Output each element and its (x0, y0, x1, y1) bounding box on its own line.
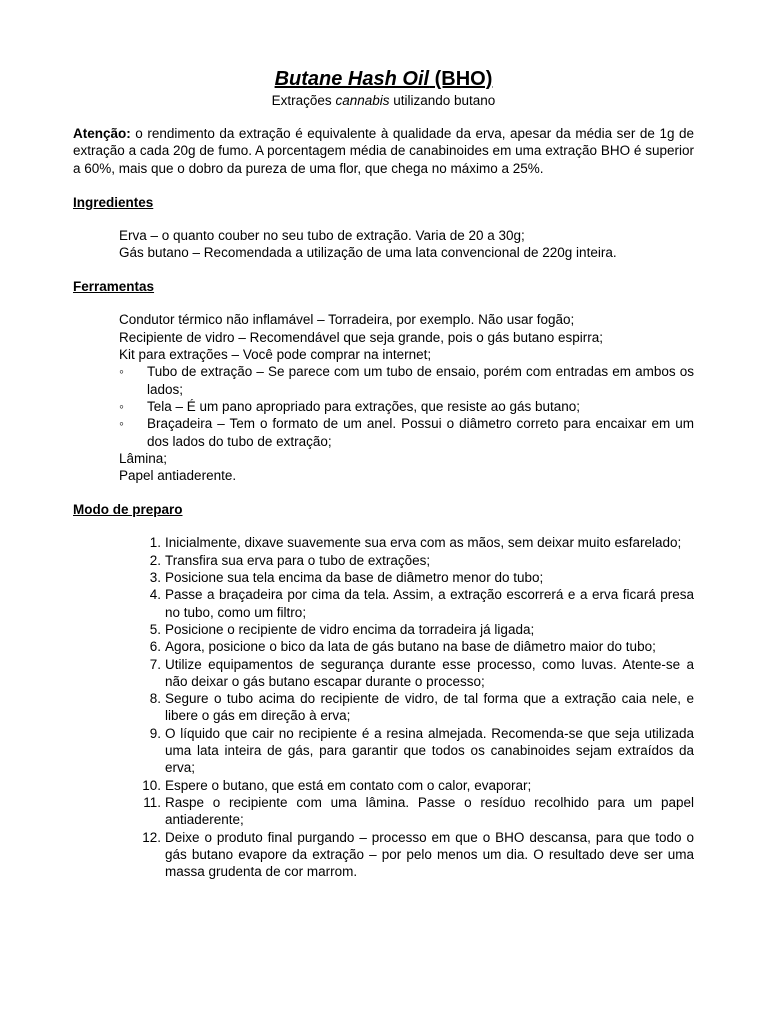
step-text: O líquido que cair no recipiente é a resina almejada. Recomenda-se que seja utilizada uma lata inteira de gás, para garantir que todos os canabinoides sejam extraídos da erva; (165, 725, 694, 776)
step-number: 10. (142, 777, 161, 793)
kit-bullet-list (73, 363, 694, 449)
title-italic: Butane Hash Oil (274, 68, 430, 90)
method-step (137, 794, 694, 829)
tool-item: Papel antiaderente. (119, 468, 237, 484)
bullet-mark: ◦ (119, 416, 124, 432)
page-title (73, 66, 694, 92)
method-step (137, 638, 694, 655)
step-text: Transfira sua erva para o tubo de extrações; (165, 552, 431, 568)
step-number: 11. (143, 794, 161, 810)
ingredient-item: Erva – o quanto couber no seu tubo de extração. Varia de 20 a 30g; (119, 227, 525, 243)
kit-bullet-text: Tela – É um pano apropriado para extrações, que resiste ao gás butano; (147, 398, 581, 414)
step-number: 7. (149, 656, 161, 672)
step-number: 12. (142, 829, 161, 845)
attention-text: o rendimento da extração é equivalente à qualidade da erva, apesar da média ser de 1g de extração a cada 20g de fumo. A porcentagem média de canabinoides em uma extração BHO é superior a 60%, mais que o dobro da pureza de uma flor, que chega no máximo a 25%. (73, 126, 694, 176)
step-text: Agora, posicione o bico da lata de gás butano na base de diâmetro maior do tubo; (165, 639, 656, 655)
method-section (73, 501, 694, 880)
kit-bullet-item (119, 398, 694, 415)
ingredients-section (73, 194, 694, 262)
method-steps-list (73, 534, 694, 880)
step-text: Deixe o produto final purgando – processo em que o BHO descansa, para que todo o gás butano evapore da extração – por pelo menos um dia. O resultado deve ser uma massa grudenta de cor marrom. (165, 829, 694, 880)
kit-bullet-text: Tubo de extração – Se parece com um tubo de ensaio, porém com entradas em ambos os lados; (147, 364, 694, 397)
method-heading: Modo de preparo (73, 502, 183, 518)
step-text: Posicione o recipiente de vidro encima da torradeira já ligada; (165, 621, 535, 637)
step-number: 9. (149, 725, 161, 741)
subtitle-italic: cannabis (335, 93, 390, 108)
tools-section (73, 278, 694, 484)
tool-item: Recipiente de vidro – Recomendável que seja grande, pois o gás butano espirra; (119, 329, 604, 345)
attention-paragraph (73, 125, 694, 177)
kit-bullet-item (119, 363, 694, 398)
step-number: 6. (149, 639, 161, 655)
method-step (137, 829, 694, 881)
step-text: Utilize equipamentos de segurança durante esse processo, como luvas. Atente-se a não deixar o gás butano escapar durante o processo; (165, 656, 694, 689)
method-step (137, 552, 694, 569)
step-text: Inicialmente, dixave suavemente sua erva com as mãos, sem deixar muito esfarelado; (165, 535, 682, 551)
attention-label: Atenção: (73, 126, 131, 141)
step-number: 3. (149, 570, 161, 586)
subtitle-text: Extrações (271, 93, 336, 108)
ingredient-item: Gás butano – Recomendada a utilização de uma lata convencional de 220g inteira. (119, 245, 617, 261)
method-step (137, 621, 694, 638)
document-page (73, 66, 694, 880)
bullet-mark: ◦ (119, 364, 124, 380)
tool-item: Condutor térmico não inflamável – Torradeira, por exemplo. Não usar fogão; (119, 312, 575, 328)
method-step (137, 534, 694, 551)
tools-heading: Ferramentas (73, 279, 155, 295)
method-step (137, 777, 694, 794)
tool-item: Lâmina; (119, 450, 168, 466)
step-number: 1. (149, 535, 161, 551)
kit-bullet-text: Braçadeira – Tem o formato de um anel. Possui o diâmetro correto para encaixar em um dos lados do tubo de extração; (147, 416, 694, 449)
method-step (137, 690, 694, 725)
tool-item: Kit para extrações – Você pode comprar na internet; (119, 347, 432, 363)
step-number: 2. (149, 552, 161, 568)
method-step (137, 725, 694, 777)
kit-bullet-item (119, 415, 694, 450)
step-number: 5. (149, 621, 161, 637)
step-text: Passe a braçadeira por cima da tela. Assim, a extração escorrerá e a erva ficará presa no tubo, como um filtro; (165, 587, 694, 620)
step-text: Raspe o recipiente com uma lâmina. Passe o resíduo recolhido para um papel antiaderente; (165, 794, 694, 828)
bullet-mark: ◦ (119, 398, 124, 414)
title-abbrev: (BHO) (429, 68, 493, 90)
step-text: Espere o butano, que está em contato com o calor, evaporar; (165, 777, 532, 793)
method-step (137, 586, 694, 621)
step-number: 4. (149, 587, 161, 603)
step-text: Posicione sua tela encima da base de diâmetro menor do tubo; (165, 570, 544, 586)
method-step (137, 569, 694, 586)
subtitle-text-end: utilizando butano (389, 93, 496, 108)
method-step (137, 656, 694, 691)
step-text: Segure o tubo acima do recipiente de vidro, de tal forma que a extração caia nele, e libere o gás em direção à erva; (165, 691, 694, 724)
step-number: 8. (149, 691, 161, 707)
ingredients-heading: Ingredientes (73, 194, 154, 210)
subtitle (73, 92, 694, 110)
